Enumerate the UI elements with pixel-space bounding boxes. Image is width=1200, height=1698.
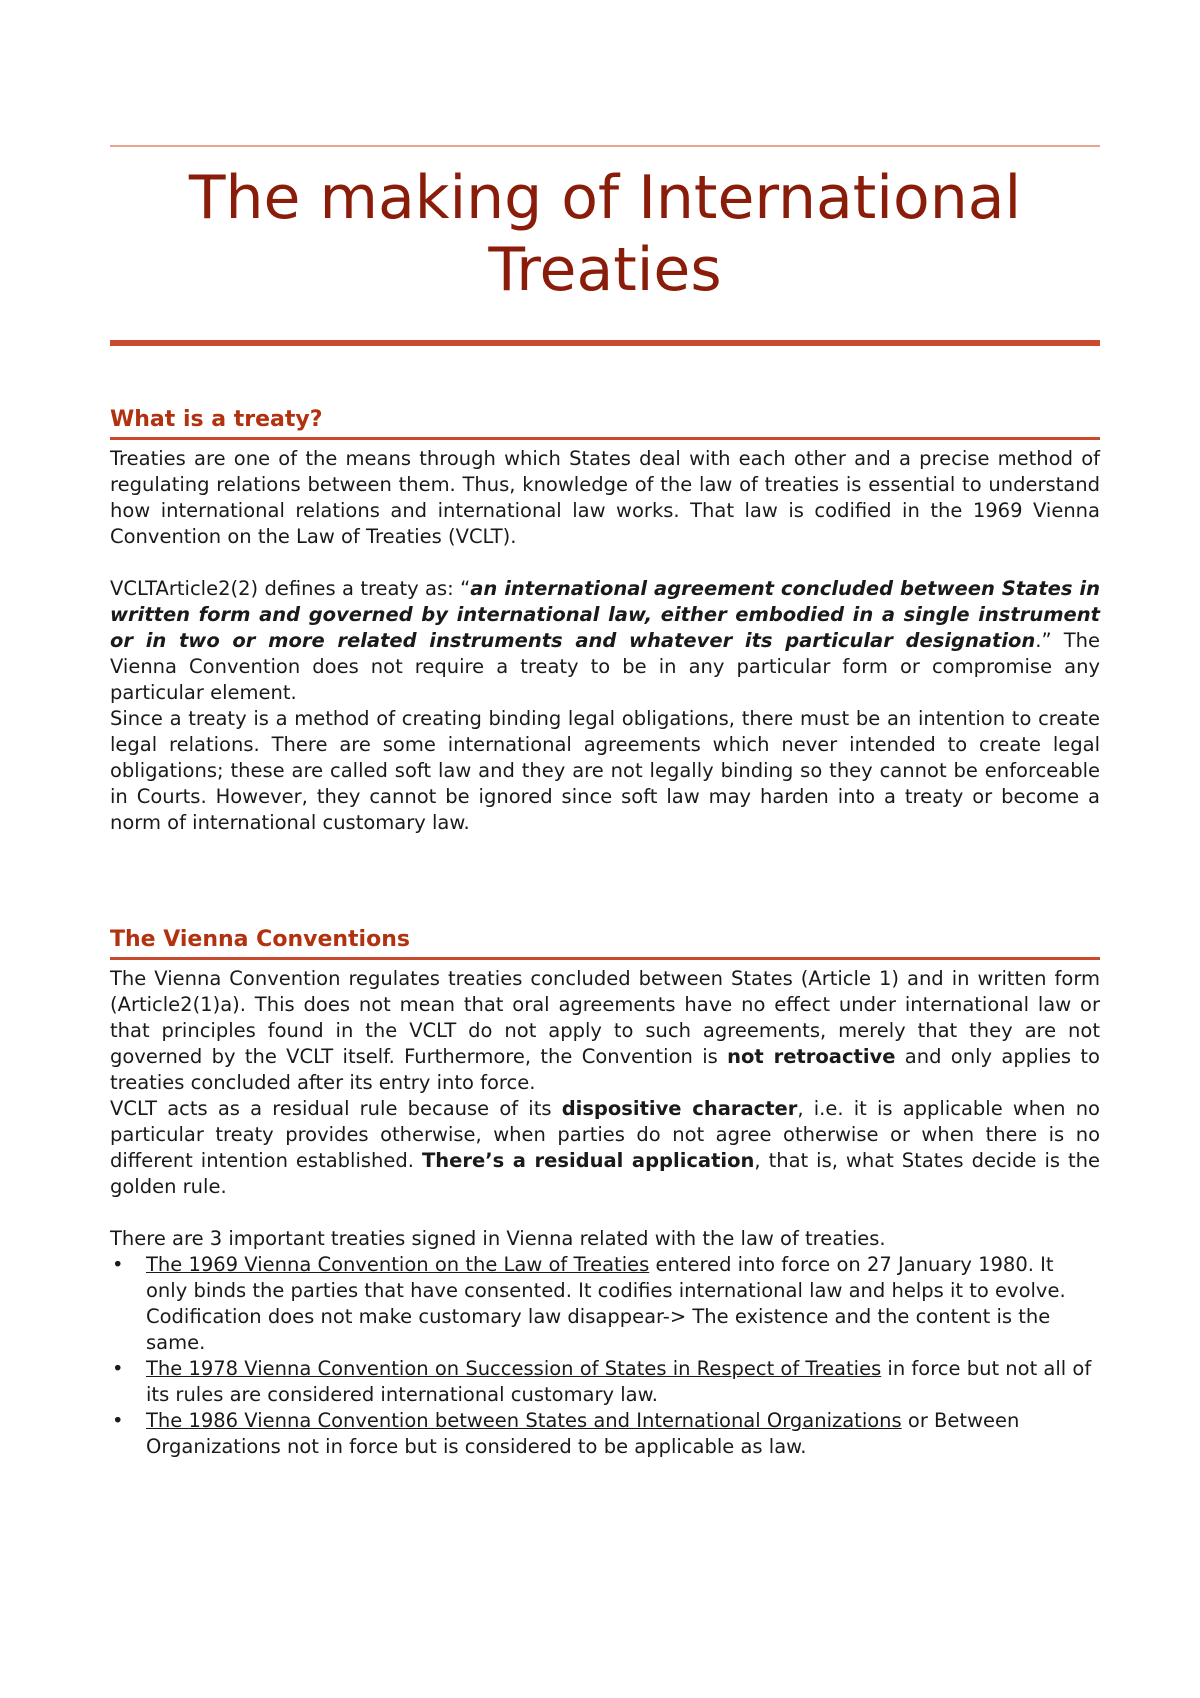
- paragraph: [110, 1096, 1100, 1200]
- title-line-2: Treaties: [488, 235, 722, 305]
- document-title: [110, 162, 1100, 306]
- section-heading: The Vienna Conventions: [110, 925, 1100, 960]
- text-run: , that is, what States decide is the golden rule.: [110, 1149, 1101, 1198]
- title-divider: [110, 340, 1100, 346]
- paragraph: Since a treaty is a method of creating binding legal obligations, there must be an intention to create legal relations. There are some international agreements which never intended to create legal obligations; these are called soft law and they are not legally binding so they cannot be enforceable in Courts. However, they cannot be ignored since soft law may harden into a treaty or become a norm of international customary law.: [110, 707, 1100, 834]
- text-run: and only applies to treaties concluded after its entry into force.: [110, 1045, 1100, 1094]
- text-run: , i.e. it is applicable when no particular treaty provides otherwise, when parties do not agree otherwise or when there is no different intention established.: [110, 1097, 1100, 1172]
- paragraph-definition: [110, 576, 1100, 706]
- bullet-icon: •: [112, 1253, 124, 1276]
- treaty-list: [110, 1252, 1100, 1460]
- text-run: VCLT acts as a residual rule because of its: [110, 1097, 562, 1120]
- section-heading: What is a treaty?: [110, 405, 1100, 440]
- emphasis-dispositive-character: dispositive character: [561, 1097, 798, 1120]
- treaty-link-1978[interactable]: The 1978 Vienna Convention on Succession of States in Respect of Treaties: [146, 1357, 882, 1380]
- treaty-link-1986[interactable]: The 1986 Vienna Convention between States and International Organizations: [146, 1409, 902, 1432]
- treaty-definition: an international agreement concluded between States in written form and governed by international law, either embodied in a single instrument or in two or more related instruments and whatever its particular designation: [110, 577, 1100, 652]
- text-run: The Vienna Convention regulates treaties concluded between States (Article 1) and in written form (Article2(1)a). This does not mean that oral agreements have no effect under international law or that principles found in the VCLT do not apply to such agreements, merely that they are not governed by the VCLT itself. Furthermore, the Convention is: [110, 967, 1100, 1068]
- title-line-1: The making of International: [188, 163, 1022, 233]
- bullet-icon: •: [112, 1409, 124, 1432]
- paragraph: [110, 966, 1100, 1096]
- list-item-text: or Between Organizations not in force but is considered to be applicable as law.: [146, 1409, 1020, 1458]
- bullet-icon: •: [112, 1357, 124, 1380]
- treaty-link-1969[interactable]: The 1969 Vienna Convention on the Law of Treaties: [146, 1253, 650, 1276]
- section-vienna-conventions: [110, 925, 1100, 1460]
- emphasis-not-retroactive: not retroactive: [727, 1045, 896, 1068]
- paragraph: There are 3 important treaties signed in Vienna related with the law of treaties.: [110, 1227, 886, 1250]
- list-item-text: entered into force on 27 January 1980. It only binds the parties that have consented. It codifies international law and helps it to evolve. Codification does not make customary law disappear-> The existence and the content is the same.: [146, 1253, 1066, 1354]
- list-item-text: in force but not all of its rules are considered international customary law.: [146, 1357, 1092, 1406]
- list-item: [110, 1408, 1100, 1460]
- list-item: [110, 1252, 1100, 1356]
- section-what-is-a-treaty: [110, 405, 1100, 836]
- emphasis-residual-application: There’s a residual application: [421, 1149, 755, 1172]
- list-item: [110, 1356, 1100, 1408]
- definition-rest: .” The Vienna Convention does not require a treaty to be in any particular form or compromise any particular element.: [110, 629, 1100, 704]
- top-divider: [110, 145, 1100, 147]
- paragraph: Treaties are one of the means through which States deal with each other and a precise method of regulating relations between them. Thus, knowledge of the law of treaties is essential to understand how international relations and international law works. That law is codified in the 1969 Vienna Convention on the Law of Treaties (VCLT).: [110, 447, 1100, 548]
- definition-intro: VCLTArticle2(2) defines a treaty as: “: [110, 577, 471, 600]
